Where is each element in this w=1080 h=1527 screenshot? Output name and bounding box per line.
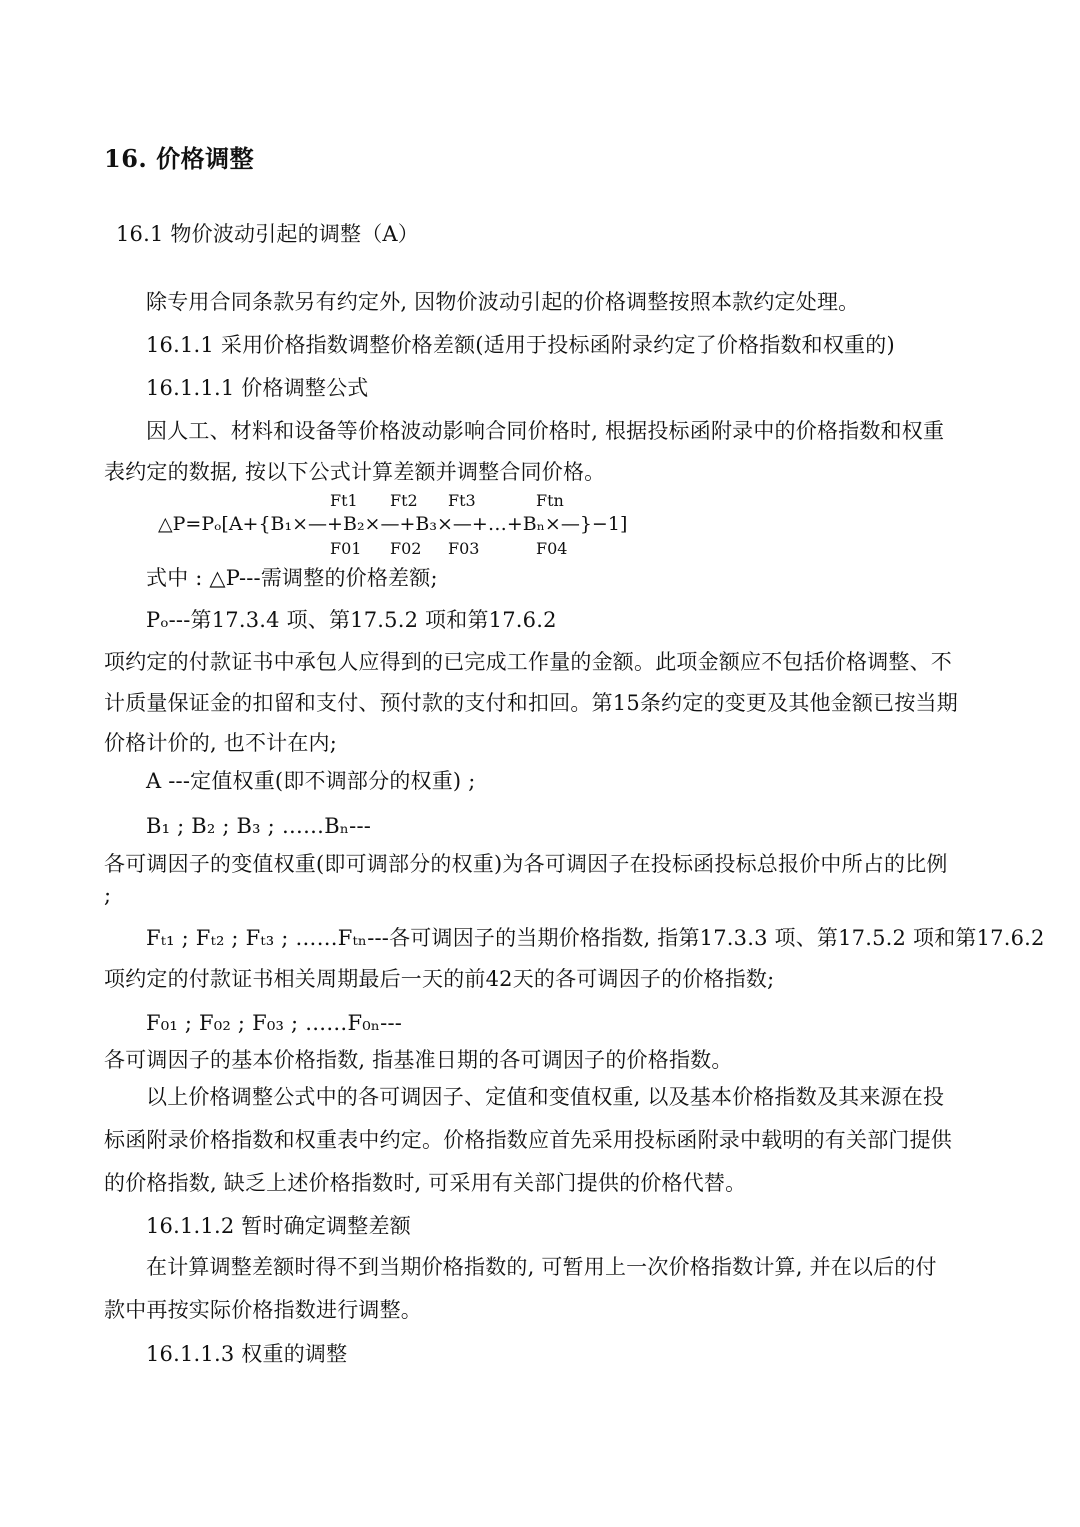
- section-title: 16. 价格调整: [104, 144, 255, 173]
- paragraph-line: ;: [104, 883, 112, 907]
- clause-heading: 16.1.1.3 权重的调整: [146, 1342, 348, 1366]
- formula-numerator: Ft3: [448, 491, 476, 510]
- definition-line: B₁ ; B₂ ; B₃ ; ……Bₙ---: [146, 814, 372, 838]
- paragraph-line: 各可调因子的变值权重(即可调部分的权重)为各可调因子在投标函投标总报价中所占的比例: [104, 852, 948, 876]
- formula-denominator: F03: [448, 539, 480, 558]
- definition-line: 式中 : △P---需调整的价格差额;: [146, 566, 438, 590]
- clause-heading: 16.1.1.1 价格调整公式: [146, 376, 369, 400]
- clause-heading: 16.1.1.2 暂时确定调整差额: [146, 1214, 411, 1238]
- formula-denominator: F04: [536, 539, 568, 558]
- definition-line: Fₜ₁ ; Fₜ₂ ; Fₜ₃ ; ……Fₜₙ---各可调因子的当期价格指数, 指第17.3.3 项、第17.5.2 项和第17.6.2: [146, 926, 1045, 950]
- definition-line: A ---定值权重(即不调部分的权重) ;: [146, 769, 476, 793]
- formula-main-line: △P=Pₒ[A+{B₁×—+B₂×—+B₃×—+…+Bₙ×—}−1]: [158, 513, 628, 535]
- definition-line: Pₒ---第17.3.4 项、第17.5.2 项和第17.6.2: [146, 608, 557, 632]
- paragraph-line: 标函附录价格指数和权重表中约定。价格指数应首先采用投标函附录中载明的有关部门提供: [104, 1128, 952, 1152]
- clause-heading: 16.1.1 采用价格指数调整价格差额(适用于投标函附录约定了价格指数和权重的): [146, 333, 895, 357]
- paragraph-line: 因人工、材料和设备等价格波动影响合同价格时, 根据投标函附录中的价格指数和权重: [146, 419, 945, 443]
- paragraph-line: 价格计价的, 也不计在内;: [104, 731, 338, 755]
- paragraph-line: 计质量保证金的扣留和支付、预付款的支付和扣回。第15条约定的变更及其他金额已按当期: [104, 691, 958, 715]
- formula-denominator: F01: [330, 539, 362, 558]
- paragraph-line: 除专用合同条款另有约定外, 因物价波动引起的价格调整按照本款约定处理。: [146, 290, 860, 314]
- formula-numerator: Ft2: [390, 491, 418, 510]
- paragraph-line: 表约定的数据, 按以下公式计算差额并调整合同价格。: [104, 460, 606, 484]
- paragraph-line: 以上价格调整公式中的各可调因子、定值和变值权重, 以及基本价格指数及其来源在投: [146, 1085, 945, 1109]
- formula-numerator: Ft1: [330, 491, 358, 510]
- paragraph-line: 各可调因子的基本价格指数, 指基准日期的各可调因子的价格指数。: [104, 1048, 733, 1072]
- paragraph-line: 的价格指数, 缺乏上述价格指数时, 可采用有关部门提供的价格代替。: [104, 1171, 747, 1195]
- paragraph-line: 项约定的付款证书中承包人应得到的已完成工作量的金额。此项金额应不包括价格调整、不: [104, 650, 952, 674]
- paragraph-line: 项约定的付款证书相关周期最后一天的前42天的各可调因子的价格指数;: [104, 967, 775, 991]
- subsection-title: 16.1 物价波动引起的调整（A）: [116, 222, 419, 246]
- definition-line: F₀₁ ; F₀₂ ; F₀₃ ; ……F₀ₙ---: [146, 1011, 403, 1035]
- price-adjustment-formula: [158, 490, 678, 560]
- paragraph-line: 在计算调整差额时得不到当期价格指数的, 可暂用上一次价格指数计算, 并在以后的付: [146, 1255, 937, 1279]
- paragraph-line: 款中再按实际价格指数进行调整。: [104, 1298, 422, 1322]
- formula-denominator: F02: [390, 539, 422, 558]
- formula-numerator: Ftn: [536, 491, 564, 510]
